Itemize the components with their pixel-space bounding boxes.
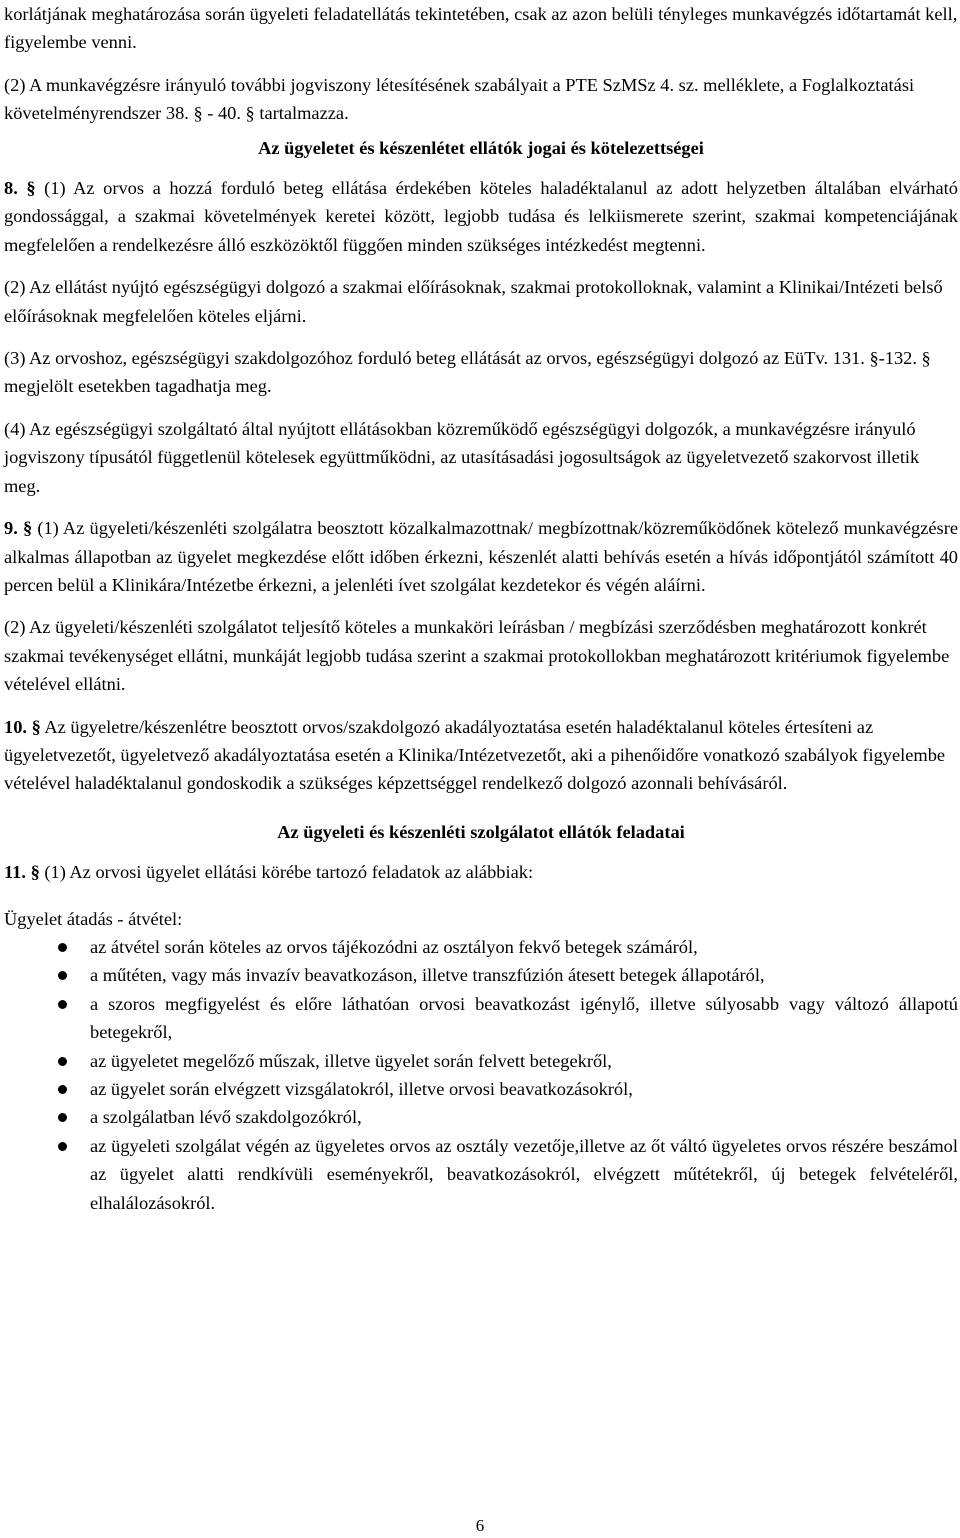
paragraph-8-2: (2) Az ellátást nyújtó egészségügyi dolgozó a szakmai előírásoknak, szakmai protokolloknak, valamint a Klinikai/Intézeti belső előírásoknak megfelelően köteles eljárni. <box>4 277 943 326</box>
section-number-11: 11. § <box>4 862 40 883</box>
section-heading-rights: Az ügyeletet és készenlétet ellátók jogai és kötelezettségei <box>258 137 704 158</box>
page-number: 6 <box>475 1516 485 1535</box>
bullet-icon <box>58 1142 67 1151</box>
bullet-icon <box>58 1000 67 1009</box>
paragraph-8-1 <box>4 174 958 259</box>
paragraph-10-text: Az ügyeletre/készenlétre beosztott orvos/szakdolgozó akadályoztatása esetén haladéktalanul köteles értesíteni az ügyeletvezetőt, ügyeletvező akadályoztatása esetén a Klinika/Intézetvezetőt, aki a pihenőidőre vonatkozó szabályok figyelembe vételével haladéktalanul gondoskodik a szükséges képzettséggel rendelkező dolgozó azonnali behívásáról. <box>4 716 946 794</box>
paragraph-11-1 <box>4 858 958 886</box>
section-heading-duties: Az ügyeleti és készenléti szolgálatot ellátók feladatai <box>277 821 685 842</box>
bullet-icon <box>58 971 67 980</box>
section-number-10: 10. § <box>4 716 41 737</box>
list-item: az ügyeleti szolgálat végén az ügyeletes orvos az osztály vezetője,illetve az őt váltó ügyeletes orvos részére beszámol az ügyelet alatti rendkívüli eseményekről, beavatkozásokról, elvégzett műtétekről, új betegek felvételéről, elhalálozásokról. <box>4 1132 958 1217</box>
subheading-handover: Ügyelet átadás - átvétel: <box>4 908 183 929</box>
list-item: a szoros megfigyelést és előre láthatóan orvosi beavatkozást igénylő, illetve súlyosabb vagy változó állapotú betegekről, <box>4 990 958 1047</box>
paragraph-9-1 <box>4 514 958 599</box>
bullet-icon <box>58 1113 67 1122</box>
paragraph-10 <box>4 713 958 798</box>
paragraph-7-2: (2) A munkavégzésre irányuló további jogviszony létesítésének szabályait a PTE SzMSz 4. sz. melléklete, a Foglalkoztatási követelményrendszer 38. § - 40. § tartalmazza. <box>4 74 915 124</box>
document-body <box>4 0 958 1217</box>
section-number-8: 8. § <box>4 178 36 199</box>
section-number-9: 9. § <box>4 518 33 539</box>
paragraph-8-4: (4) Az egészségügyi szolgáltató által nyújtott ellátásokban közreműködő egészségügyi dolgozók, a munkavégzésre irányuló jogviszony típusától függetlenül kötelesek együttműködni, az utasításadási jogosultságok az ügyeletvezető szakorvost illetik meg. <box>4 418 920 496</box>
list-item: az átvétel során köteles az orvos tájékozódni az osztályon fekvő betegek számáról, <box>4 933 958 961</box>
bullet-icon <box>58 943 67 952</box>
paragraph-continuation: korlátjának meghatározása során ügyeleti feladatellátás tekintetében, csak az azon belüli tényleges munkavégzés időtartamát kell, figyelembe venni. <box>4 4 958 53</box>
bullet-icon <box>58 1057 67 1066</box>
handover-bullet-list <box>4 933 958 1217</box>
list-item: az ügyeletet megelőző műszak, illetve ügyelet során felvett betegekről, <box>4 1047 958 1075</box>
paragraph-8-3: (3) Az orvoshoz, egészségügyi szakdolgozóhoz forduló beteg ellátását az orvos, egészségügyi dolgozó az EüTv. 131. §-132. § megjelölt esetekben tagadhatja meg. <box>4 348 931 397</box>
list-item: az ügyelet során elvégzett vizsgálatokról, illetve orvosi beavatkozásokról, <box>4 1075 958 1103</box>
list-item: a műtéten, vagy más invazív beavatkozáson, illetve transzfúzión átesett betegek állapotáról, <box>4 961 958 989</box>
paragraph-11-1-text: (1) Az orvosi ügyelet ellátási körébe tartozó feladatok az alábbiak: <box>39 862 534 883</box>
bullet-icon <box>58 1085 67 1094</box>
paragraph-9-2: (2) Az ügyeleti/készenléti szolgálatot teljesítő köteles a munkaköri leírásban / megbízási szerződésben meghatározott konkrét szakmai tevékenységet ellátni, munkáját legjobb tudása szerint a szakmai protokollokban meghatározott kritériumok figyelembe vételével ellátni. <box>4 617 950 695</box>
paragraph-9-1-text: (1) Az ügyeleti/készenléti szolgálatra beosztott közalkalmazottnak/ megbízottnak/közreműködőnek kötelező munkavégzésre alkalmas állapotban az ügyelet megkezdése előtt időben érkezni, készenlét alatti behívás esetén a hívás időpontjától számított 40 percen belül a Klinikára/Intézetbe érkezni, a jelenléti ívet szolgálat kezdetekor és végén aláírni. <box>4 518 958 595</box>
list-item: a szolgálatban lévő szakdolgozókról, <box>4 1103 958 1131</box>
paragraph-8-1-text: (1) Az orvos a hozzá forduló beteg ellátása érdekében köteles haladéktalanul az adott helyzetben általában elvárható gondossággal, a szakmai követelmények keretei között, legjobb tudása és lelkiismerete szerint, szakmai kompetenciájának megfelelően a rendelkezésre álló eszközöktől függően minden szükséges intézkedést megtenni. <box>4 178 958 255</box>
